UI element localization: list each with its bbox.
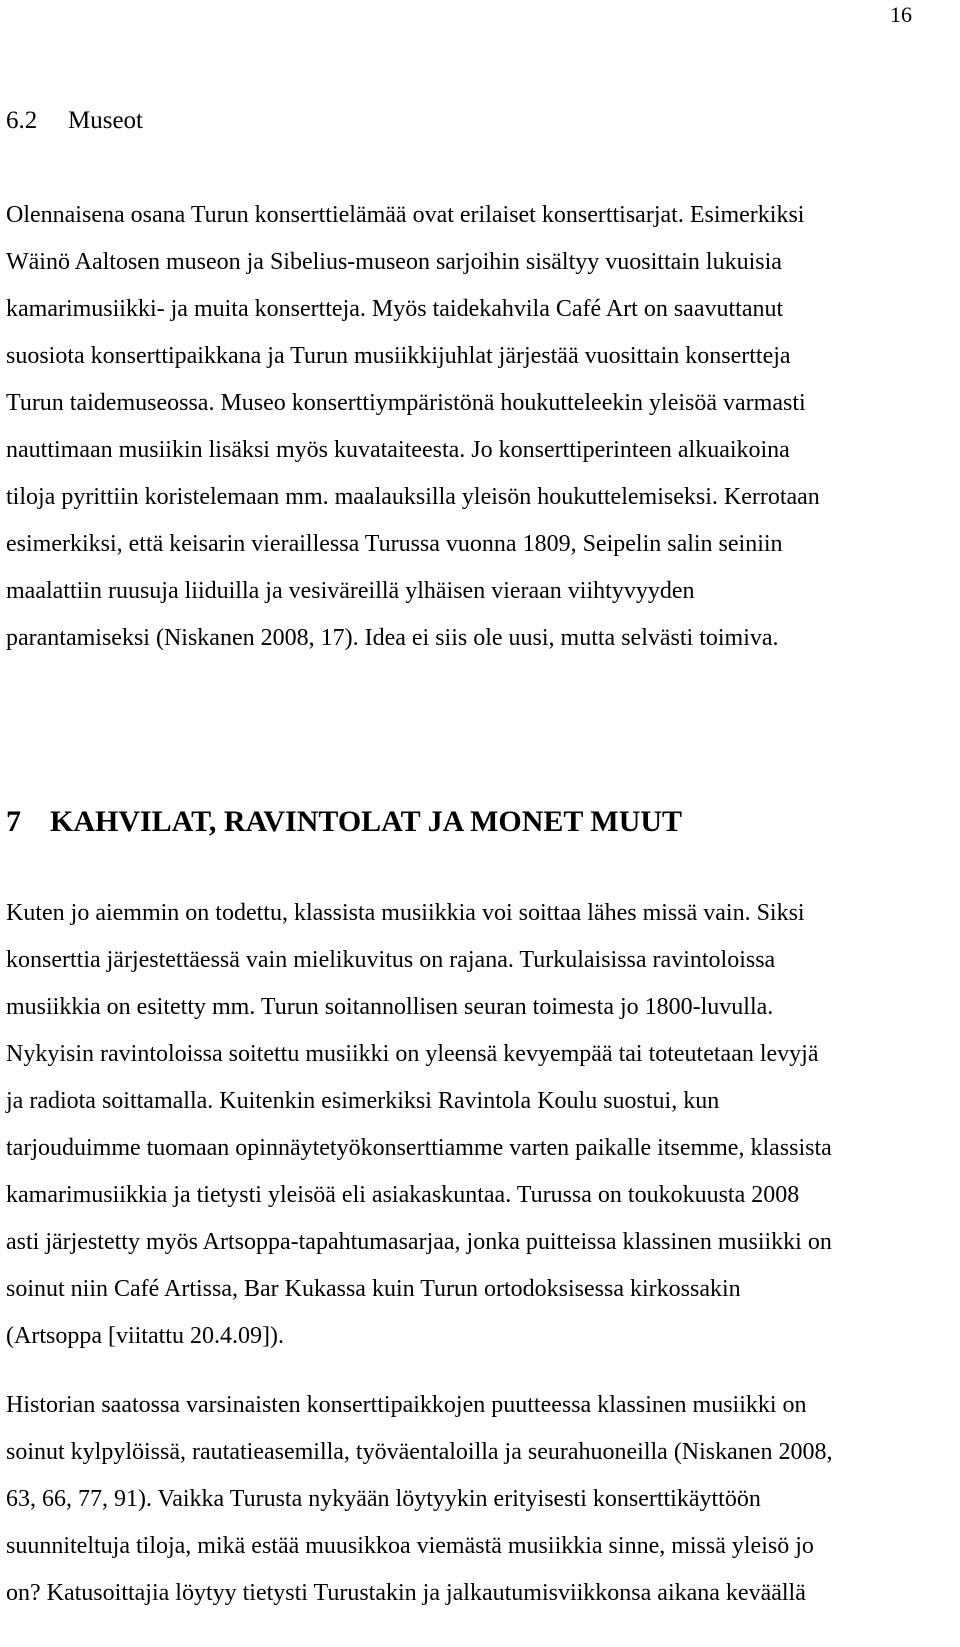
text-line: ja radiota soittamalla. Kuitenkin esimerkiksi Ravintola Koulu suostui, kun xyxy=(6,1088,720,1114)
text-line: Nykyisin ravintoloissa soitettu musiikki on yleensä kevyempää tai toteutetaan levyjä xyxy=(6,1041,819,1067)
text-line: maalattiin ruusuja liiduilla ja vesiväreillä ylhäisen vieraan viihtyvyyden xyxy=(6,578,695,604)
text-line: konserttia järjestettäessä vain mielikuvitus on rajana. Turkulaisissa ravintoloissa xyxy=(6,947,776,973)
chapter-heading xyxy=(6,804,682,840)
text-line: Wäinö Aaltosen museon ja Sibelius-museon sarjoihin sisältyy vuosittain lukuisia xyxy=(6,249,782,275)
text-line: musiikkia on esitetty mm. Turun soitannollisen seuran toimesta jo 1800-luvulla. xyxy=(6,994,774,1020)
paragraph-museums xyxy=(6,192,820,662)
text-line: Olennaisena osana Turun konserttielämää ovat erilaiset konserttisarjat. Esimerkiksi xyxy=(6,202,805,228)
text-line: (Artsoppa [viitattu 20.4.09]). xyxy=(6,1323,284,1349)
text-line: suosiota konserttipaikkana ja Turun musiikkijuhlat järjestää vuosittain konsertteja xyxy=(6,343,791,369)
text-line: tarjouduimme tuomaan opinnäytetyökonserttiamme varten paikalle itsemme, klassista xyxy=(6,1135,832,1161)
section-heading xyxy=(6,106,143,136)
text-line: 63, 66, 77, 91). Vaikka Turusta nykyään löytyykin erityisesti konserttikäyttöön xyxy=(6,1486,761,1512)
text-line: esimerkiksi, että keisarin vieraillessa Turussa vuonna 1809, Seipelin salin seiniin xyxy=(6,531,783,557)
text-line: Historian saatossa varsinaisten konserttipaikkojen puutteessa klassinen musiikki on xyxy=(6,1392,807,1418)
text-line: nauttimaan musiikin lisäksi myös kuvataiteesta. Jo konserttiperinteen alkuaikoina xyxy=(6,437,790,463)
text-line: soinut kylpylöissä, rautatieasemilla, työväentaloilla ja seurahuoneilla (Niskanen 2008, xyxy=(6,1439,833,1465)
chapter-title: KAHVILAT, RAVINTOLAT JA MONET MUUT xyxy=(50,805,683,838)
text-line: asti järjestetty myös Artsoppa-tapahtumasarjaa, jonka puitteissa klassinen musiikki on xyxy=(6,1229,832,1255)
section-number: 6.2 xyxy=(6,107,38,134)
text-line: Kuten jo aiemmin on todettu, klassista musiikkia voi soittaa lähes missä vain. Siksi xyxy=(6,900,805,926)
text-line: Turun taidemuseossa. Museo konserttiympäristönä houkutteleekin yleisöä varmasti xyxy=(6,390,806,416)
text-line: soinut niin Café Artissa, Bar Kukassa kuin Turun ortodoksisessa kirkossakin xyxy=(6,1276,741,1302)
text-line: kamarimusiikki- ja muita konsertteja. Myös taidekahvila Café Art on saavuttanut xyxy=(6,296,784,322)
text-line: suunniteltuja tiloja, mikä estää muusikkoa viemästä musiikkia sinne, missä yleisö jo xyxy=(6,1533,814,1559)
paragraph-restaurants xyxy=(6,890,832,1360)
page-number: 16 xyxy=(890,2,912,27)
text-line: parantamiseksi (Niskanen 2008, 17). Idea ei siis ole uusi, mutta selvästi toimiva. xyxy=(6,625,779,651)
text-line: tiloja pyrittiin koristelemaan mm. maalauksilla yleisön houkuttelemiseksi. Kerrotaan xyxy=(6,484,820,510)
paragraph-history xyxy=(6,1382,832,1617)
section-title: Museot xyxy=(68,107,143,134)
text-line: kamarimusiikkia ja tietysti yleisöä eli asiakaskuntaa. Turussa on toukokuusta 2008 xyxy=(6,1182,800,1208)
chapter-number: 7 xyxy=(6,805,21,838)
text-line: on? Katusoittajia löytyy tietysti Turustakin ja jalkautumisviikkonsa aikana keväällä xyxy=(6,1580,806,1606)
